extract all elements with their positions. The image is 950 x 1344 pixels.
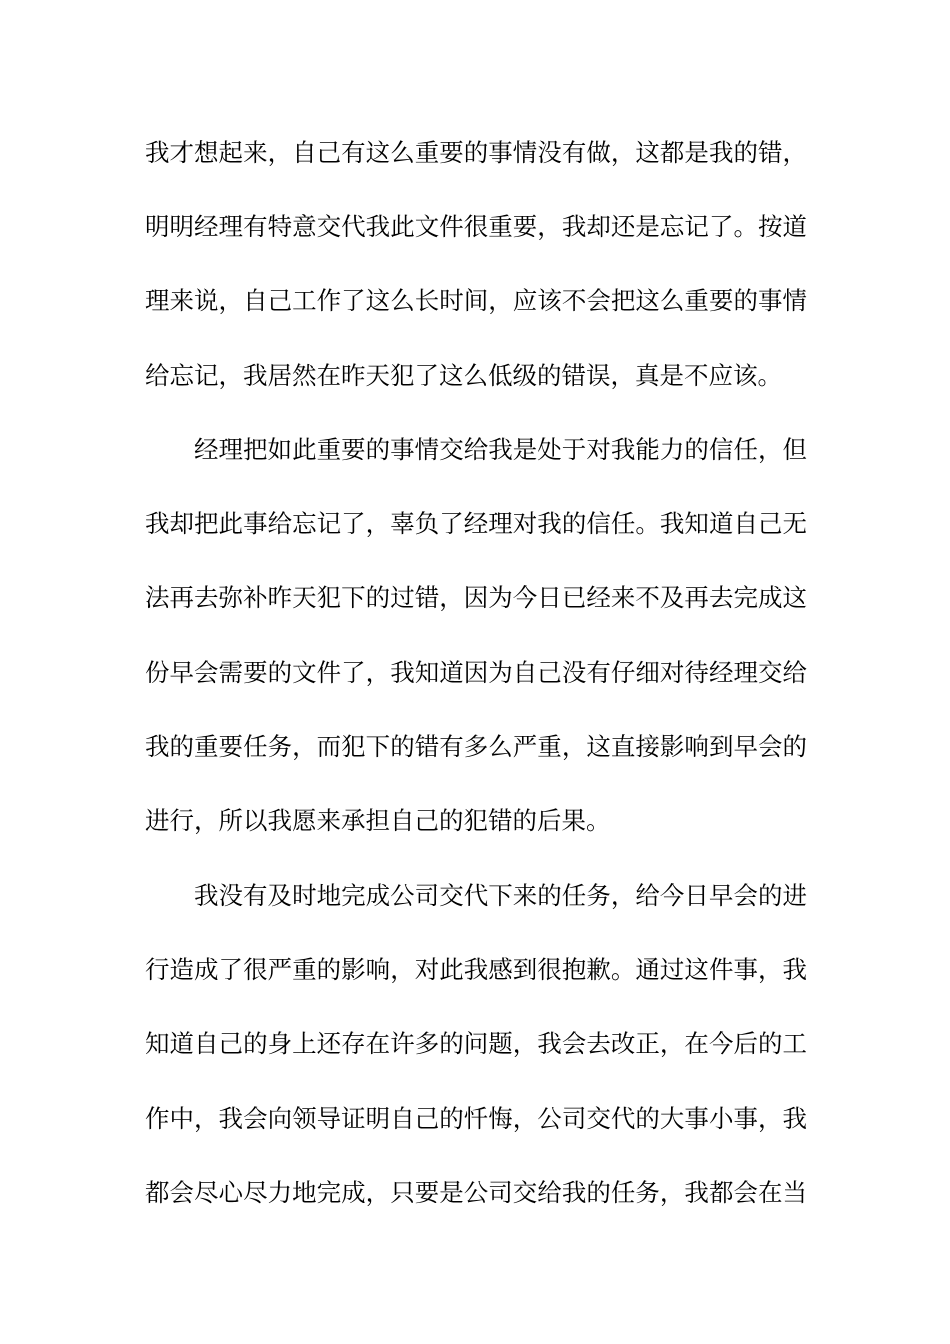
paragraph-2-line-1: 经理把如此重要的事情交给我是处于对我能力的信任，但 [194,435,807,464]
paragraph-2-line-2: 我却把此事给忘记了，辜负了经理对我的信任。我知道自己无 [145,509,807,538]
paragraph-3-line-5: 都会尽心尽力地完成，只要是公司交给我的任务，我都会在当 [145,1178,807,1207]
paragraph-3-line-4: 作中，我会向领导证明自己的忏悔，公司交代的大事小事，我 [145,1104,807,1133]
paragraph-2-line-4: 份早会需要的文件了，我知道因为自己没有仔细对待经理交给 [145,658,807,687]
paragraph-2-line-3: 法再去弥补昨天犯下的过错，因为今日已经来不及再去完成这 [145,583,807,612]
paragraph-1-line-3: 理来说，自己工作了这么长时间，应该不会把这么重要的事情 [145,286,807,315]
paragraph-1-line-1: 我才想起来，自己有这么重要的事情没有做，这都是我的错， [145,138,807,167]
paragraph-3-line-2: 行造成了很严重的影响，对此我感到很抱歉。通过这件事，我 [145,955,807,984]
paragraph-3-line-3: 知道自己的身上还存在许多的问题，我会去改正，在今后的工 [145,1029,807,1058]
paragraph-3-line-1: 我没有及时地完成公司交代下来的任务，给今日早会的进 [194,881,807,910]
paragraph-1-line-2: 明明经理有特意交代我此文件很重要，我却还是忘记了。按道 [145,212,807,241]
paragraph-1-line-4: 给忘记，我居然在昨天犯了这么低级的错误，真是不应该。 [145,361,782,390]
paragraph-2-line-5: 我的重要任务，而犯下的错有多么严重，这直接影响到早会的 [145,732,807,761]
paragraph-2-line-6: 进行，所以我愿来承担自己的犯错的后果。 [145,806,611,835]
